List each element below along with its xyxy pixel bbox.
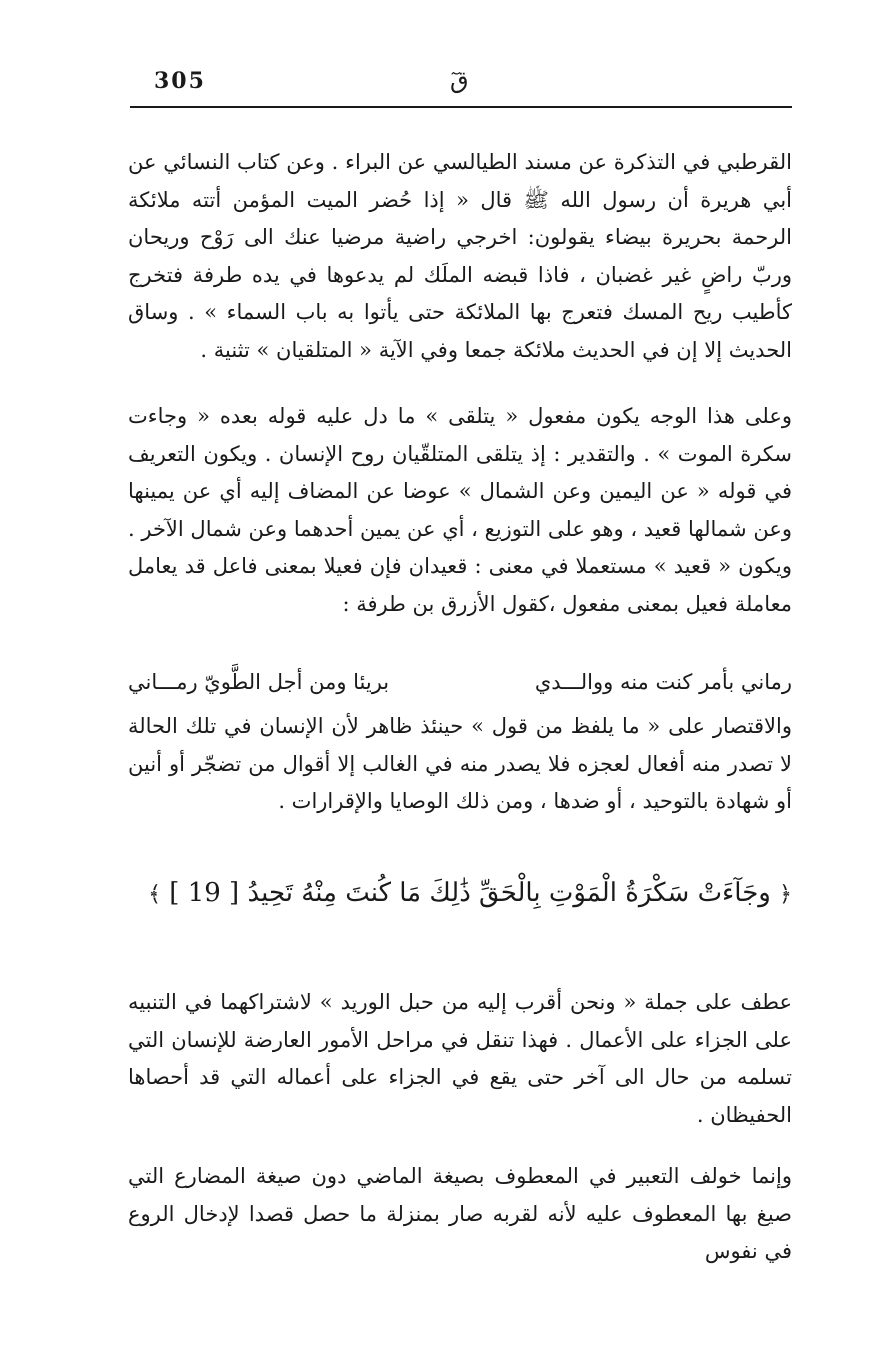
quran-verse-text: وجَآءَتْ سَكْرَةُ الْمَوْتِ بِالْحَقِّ ذَٰلِكَ مَا كُنتَ مِنْهُ تَحِيدُ [247, 878, 771, 908]
quran-verse-number: [ 19 ] [169, 878, 240, 908]
paragraph-grammar: وعلى هذا الوجه يكون مفعول « يتلقى » ما دل عليه قوله بعده « وجاءت سكرة الموت » . والتقدير : إذ يتلقى المتلقّيان روح الإنسان . ويكون التعريف في قوله « عن اليمين وعن الشمال » عوضا عن المضاف إليه أي عن يمينها وعن شمالها قعيد ، وهو على التوزيع ، أي عن يمين أحدهما وعن شمال الآخر . ويكون « قعيد » مستعملا في معنى : قعيدان فإن فعيلا بمعنى فاعل قد يعامل معاملة فعيل بمعنى مفعول ،كقول الأزرق بن طرفة : [128, 404, 792, 616]
page-header [130, 62, 792, 108]
paragraph-explanation: والاقتصار على « ما يلفظ من قول » حينئذ ظاهر لأن الإنسان في تلك الحالة لا تصدر منه أفعال لعجزه فلا يصدر منه في الغالب إلا أقوال من تضجّر أو أنين أو شهادة بالتوحيد ، أو ضدها ، ومن ذلك الوصايا والإقرارات . [128, 714, 792, 813]
page-number: 305 [154, 68, 206, 94]
running-title: قٓ [450, 66, 469, 94]
quran-close-ornament: ﴾ [148, 882, 162, 907]
paragraph-continuation: وإنما خولف التعبير في المعطوف بصيغة الماضي دون صيغة المضارع التي صيغ بها المعطوف عليه لأنه لقربه صار بمنزلة ما حصل قصدا لإدخال الروع في نفوس [128, 1164, 792, 1263]
quran-verse [128, 866, 792, 922]
quran-open-ornament: ﴿ [779, 882, 792, 907]
verse-second-hemistich: بريئا ومن أجل الطَّويّ رمـــاني [128, 670, 390, 694]
verse-first-hemistich: رماني بأمر كنت منه ووالـــدي [534, 670, 792, 694]
paragraph-hadith: القرطبي في التذكرة عن مسند الطيالسي عن البراء . وعن كتاب النسائي عن أبي هريرة أن رسول الله ﷺ قال « إذا حُضر الميت المؤمن أتته ملائكة الرحمة بحريرة بيضاء يقولون: اخرجي راضية مرضيا عنك الى رَوْح وريحان وربّ راضٍ غير غضبان ، فاذا قبضه الملَك لم يدعوها في يده طرفة فتخرج كأطيب ريح المسك فتعرج بها الملائكة حتى يأتوا به باب السماء » . وساق الحديث إلا إن في الحديث ملائكة جمعا وفي الآية « المتلقيان » تثنية . [128, 150, 792, 362]
poetry-verse [128, 670, 792, 710]
paragraph-commentary: عطف على جملة « ونحن أقرب إليه من حبل الوريد » لاشتراكهما في التنبيه على الجزاء على الأعمال . فهذا تنقل في مراحل الأمور العارضة للإنسان التي تسلمه من حال الى آخر حتى يقع في الجزاء على أعماله التي قد أحصاها الحفيظان . [128, 990, 792, 1127]
